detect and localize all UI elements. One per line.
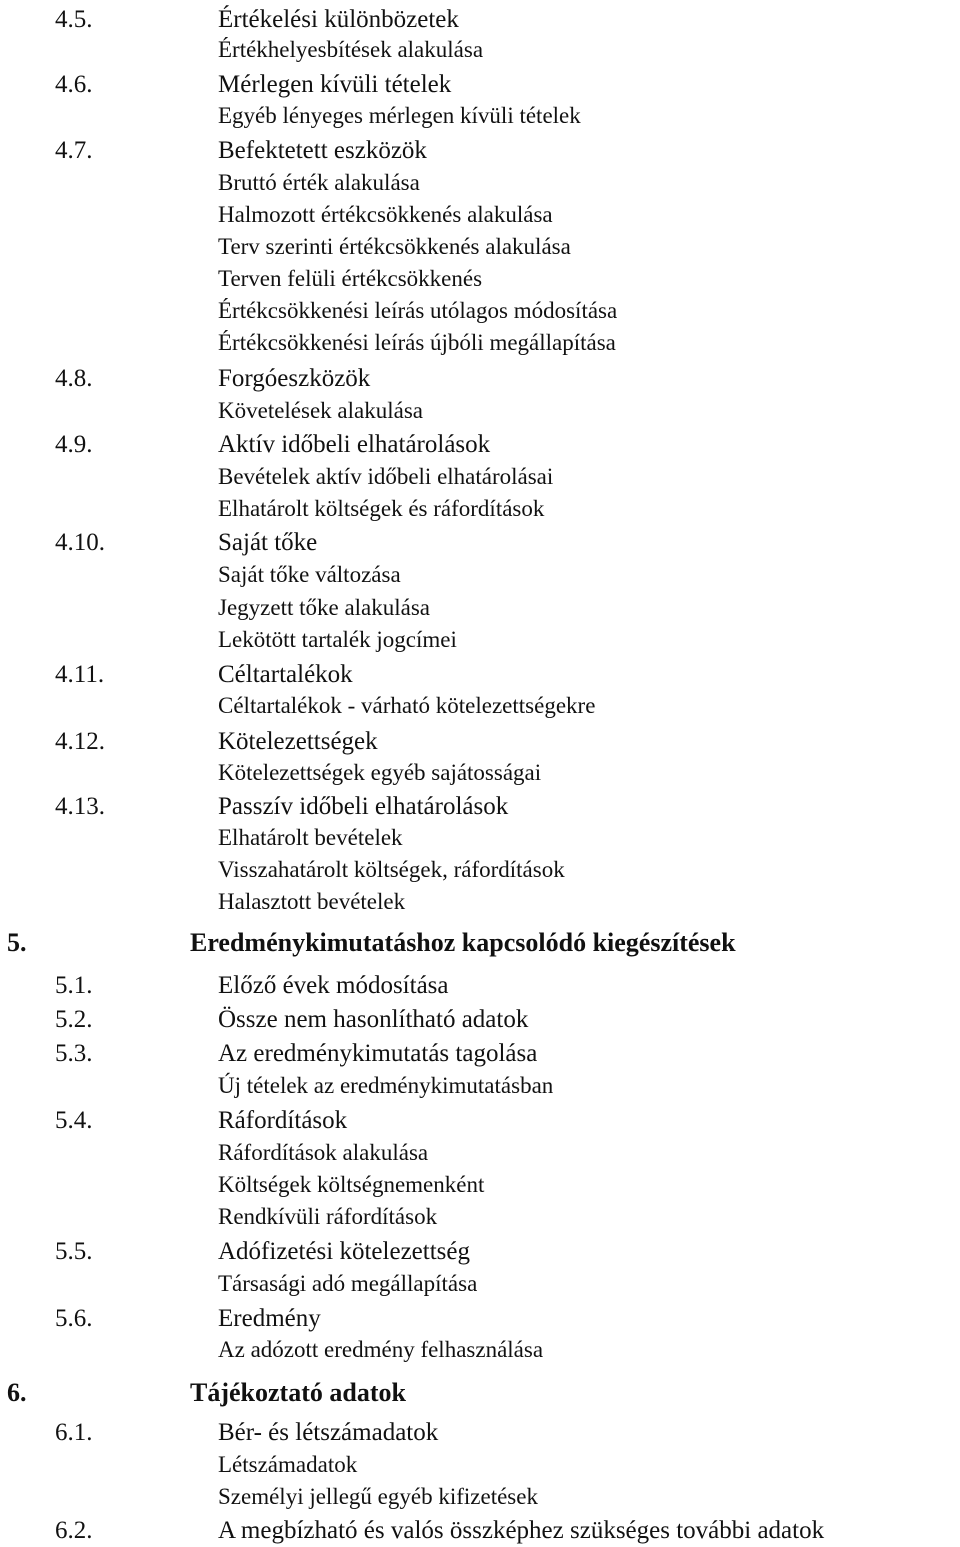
entry-title: Értékelési különbözetek xyxy=(218,6,459,33)
entry-title: Céltartalékok - várható kötelezettségekre xyxy=(218,693,596,718)
entry-title: Új tételek az eredménykimutatásban xyxy=(218,1073,554,1098)
entry-title: Össze nem hasonlítható adatok xyxy=(218,1006,529,1033)
entry-title: Tájékoztató adatok xyxy=(190,1378,406,1407)
entry-title: A megbízható és valós összképhez szükséges további adatok xyxy=(218,1517,825,1544)
entry-title: Értékcsökkenési leírás újbóli megállapítása xyxy=(218,330,616,355)
entry-number: 5.1. xyxy=(55,972,93,999)
entry-title: Követelések alakulása xyxy=(218,398,423,423)
entry-number: 6.1. xyxy=(55,1419,93,1446)
entry-title: Forgóeszközök xyxy=(218,365,371,392)
entry-title: Passzív időbeli elhatárolások xyxy=(218,793,509,820)
entry-title: Személyi jellegű egyéb kifizetések xyxy=(218,1484,538,1509)
entry-number: 4.13. xyxy=(55,793,105,820)
entry-title: Ráfordítások alakulása xyxy=(218,1140,429,1165)
entry-title: Visszahatárolt költségek, ráfordítások xyxy=(218,857,565,882)
entry-title: Lekötött tartalék jogcímei xyxy=(218,627,457,652)
entry-title: Céltartalékok xyxy=(218,661,353,688)
entry-number: 4.11. xyxy=(55,661,105,688)
entry-title: Bevételek aktív időbeli elhatárolásai xyxy=(218,464,554,489)
entry-number: 6. xyxy=(7,1378,27,1407)
entry-number: 4.9. xyxy=(55,431,93,458)
entry-title: Értékcsökkenési leírás utólagos módosítása xyxy=(218,298,618,323)
entry-title: Halasztott bevételek xyxy=(218,889,406,914)
entry-title: Terv szerinti értékcsökkenés alakulása xyxy=(218,234,571,259)
entry-number: 5.3. xyxy=(55,1040,93,1067)
entry-title: Ráfordítások xyxy=(218,1107,348,1134)
entry-title: Előző évek módosítása xyxy=(218,972,449,999)
entry-number: 4.7. xyxy=(55,137,93,164)
entry-title: Az eredménykimutatás tagolása xyxy=(218,1040,538,1067)
entry-title: Kötelezettségek xyxy=(218,728,378,755)
entry-number: 5.6. xyxy=(55,1305,93,1332)
entry-title: Eredmény xyxy=(218,1305,321,1332)
entry-number: 4.8. xyxy=(55,365,93,392)
entry-title: Saját tőke xyxy=(218,529,318,556)
entry-title: Aktív időbeli elhatárolások xyxy=(218,431,491,458)
entry-title: Egyéb lényeges mérlegen kívüli tételek xyxy=(218,103,581,128)
entry-title: Kötelezettségek egyéb sajátosságai xyxy=(218,760,542,785)
entry-title: Eredménykimutatáshoz kapcsolódó kiegészítések xyxy=(190,928,736,957)
entry-number: 5.4. xyxy=(55,1107,93,1134)
entry-number: 4.12. xyxy=(55,728,105,755)
entry-title: Társasági adó megállapítása xyxy=(218,1271,478,1296)
entry-number: 6.2. xyxy=(55,1517,93,1544)
entry-title: Költségek költségnemenként xyxy=(218,1172,485,1197)
entry-title: Mérlegen kívüli tételek xyxy=(218,71,452,98)
entry-title: Adófizetési kötelezettség xyxy=(218,1238,470,1265)
entry-number: 5. xyxy=(7,928,27,957)
entry-title: Terven felüli értékcsökkenés xyxy=(218,266,483,291)
entry-title: Rendkívüli ráfordítások xyxy=(218,1204,438,1229)
entry-title: Létszámadatok xyxy=(218,1452,358,1477)
entry-title: Elhatárolt költségek és ráfordítások xyxy=(218,496,545,521)
entry-number: 4.5. xyxy=(55,6,93,33)
entry-title: Elhatárolt bevételek xyxy=(218,825,403,850)
entry-title: Bruttó érték alakulása xyxy=(218,170,420,195)
entry-number: 4.10. xyxy=(55,529,105,556)
entry-title: Halmozott értékcsökkenés alakulása xyxy=(218,202,553,227)
entry-number: 5.2. xyxy=(55,1006,93,1033)
entry-title: Saját tőke változása xyxy=(218,562,401,587)
entry-title: Az adózott eredmény felhasználása xyxy=(218,1337,544,1362)
entry-title: Befektetett eszközök xyxy=(218,137,427,164)
entry-title: Értékhelyesbítések alakulása xyxy=(218,37,484,62)
entry-title: Bér- és létszámadatok xyxy=(218,1419,439,1446)
entry-number: 4.6. xyxy=(55,71,93,98)
entry-number: 5.5. xyxy=(55,1238,93,1265)
entry-title: Jegyzett tőke alakulása xyxy=(218,595,431,620)
